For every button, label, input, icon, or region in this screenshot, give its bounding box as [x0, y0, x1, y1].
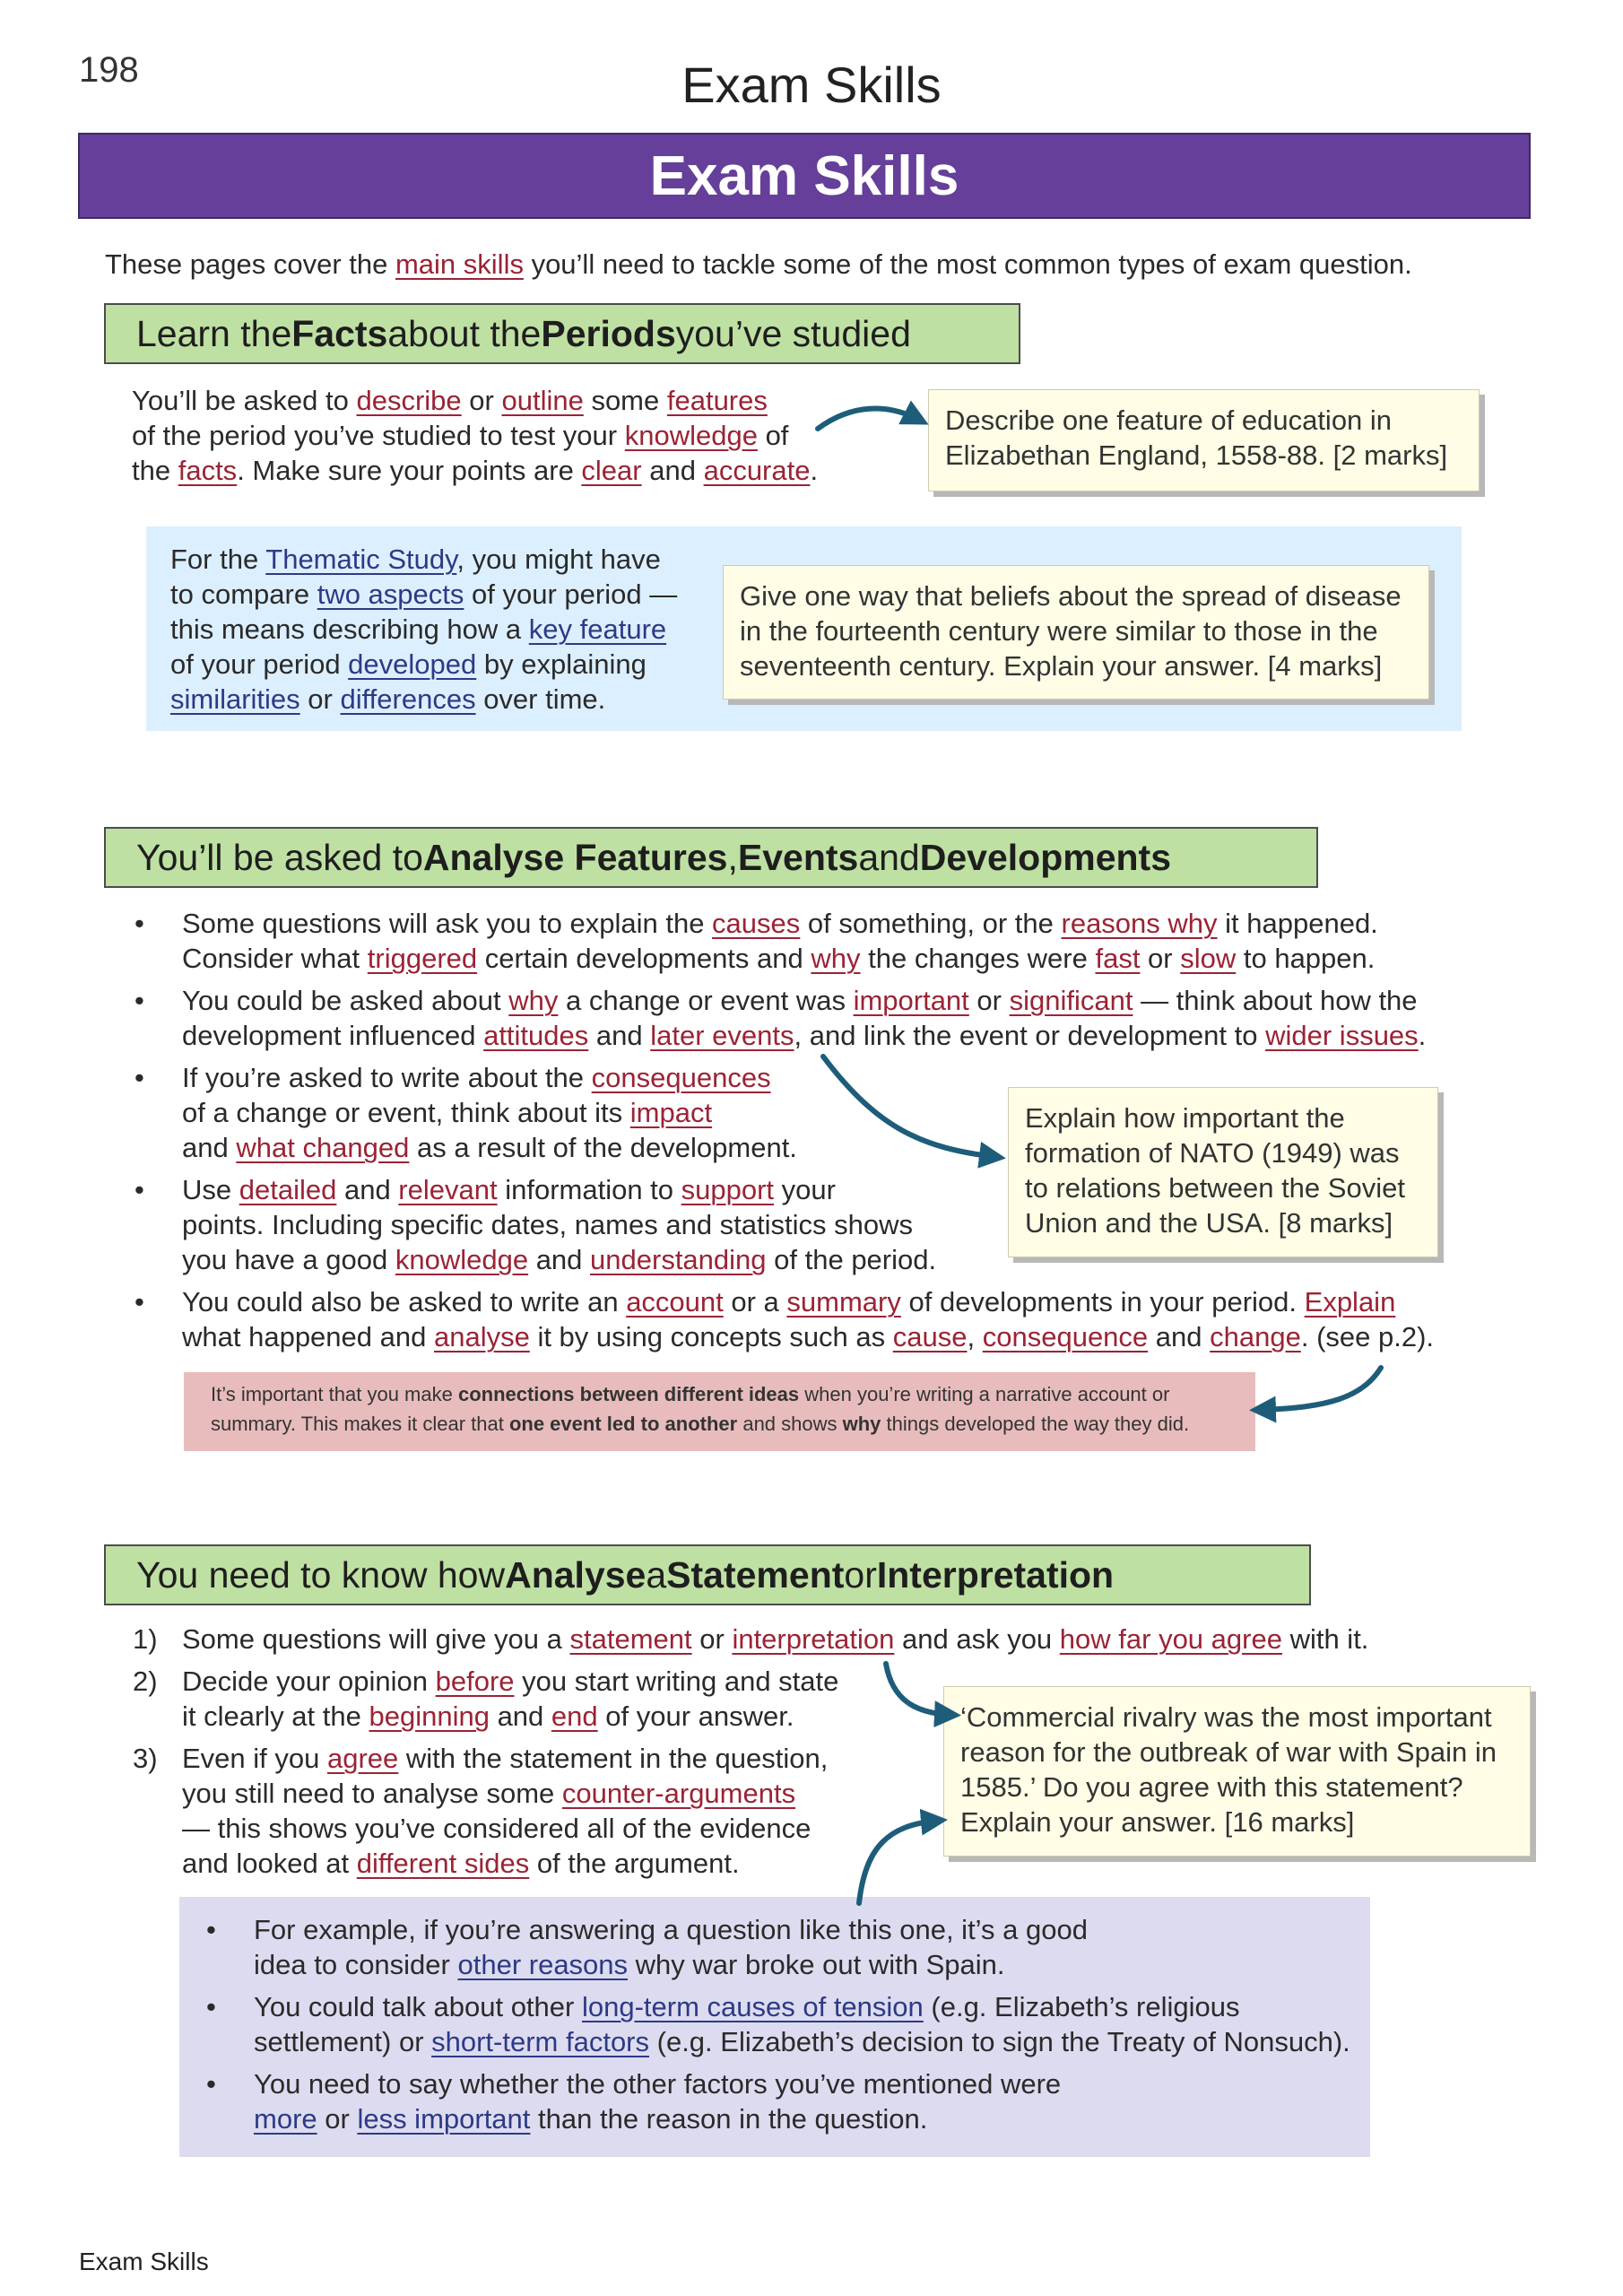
intro-text: These pages cover the main skills you’ll need to tackle some of the most common types of exam question. [105, 248, 1412, 280]
list-item: • You need to say whether the other factors you’ve mentioned were more or less important than the reason in the question. [206, 2068, 1062, 2135]
section-heading-analyse: You’ll be asked to Analyse Features , Events and Developments [104, 827, 1318, 888]
section-heading-facts: Learn the Facts about the Periods you’ve studied [104, 303, 1020, 364]
list-item: 3) Even if you agree with the statement in the question, you still need to analyse some counter-arguments — this shows you’ve considered all of the evidence and looked at different sides of the argument. [133, 1743, 829, 1879]
list-item: • You could be asked about why a change or event was important or significant — think about how the development influenced attitudes and later events, and link the event or development to wider issues. [135, 985, 1427, 1051]
list-item: 2) Decide your opinion before you start writing and state it clearly at the beginning and end of your answer. [133, 1665, 839, 1732]
arrow-tip [1260, 1368, 1381, 1410]
footer-label: Exam Skills [79, 2248, 209, 2275]
question-box-education: Describe one feature of education in Elizabethan England, 1558-88. [2 marks] [928, 389, 1480, 491]
list-item: • Use detailed and relevant information to support your points. Including specific dates, names and statistics shows you have a good knowledge and understanding of the period. [135, 1174, 937, 1275]
arrow-consequences [823, 1057, 995, 1157]
question-box-nato: Explain how important the formation of NATO (1949) was to relations between the Soviet Union and the USA. [8 marks] [1008, 1087, 1438, 1257]
list-item: • You could also be asked to write an account or a summary of developments in your period. Explain what happened and analyse it by using concepts such as cause, consequence and change. (see p.2). [135, 1286, 1435, 1352]
list-item: • You could talk about other long-term causes of tension (e.g. Elizabeth’s religious settlement) or short-term factors (e.g. Elizabeth’s decision to sign the Treaty of Nonsuch). [206, 1991, 1350, 2057]
arrow-counter [859, 1821, 937, 1903]
list-item: • Some questions will ask you to explain the causes of something, or the reasons why it happened. Consider what triggered certain developments and why the changes were fast or slow to happen. [135, 908, 1378, 974]
thematic-text: For the Thematic Study, you might have to compare two aspects of your period — this means describing how a key feature of your period developed by explaining similarities or differences over time. [170, 544, 678, 715]
link-main-skills: main skills [395, 248, 524, 280]
list-item: • For example, if you’re answering a question like this one, it’s a good idea to consider other reasons why war broke out with Spain. [206, 1914, 1088, 1980]
question-box-spain: ‘Commercial rivalry was the most important reason for the outbreak of war with Spain in 1585.’ Do you agree with this statement? Explain your answer. [16 marks] [943, 1686, 1531, 1857]
page-number: 198 [79, 50, 139, 90]
arrow-facts [818, 409, 919, 429]
running-head: Exam Skills [681, 57, 942, 113]
list-item: 1) Some questions will give you a statement or interpretation and ask you how far you agree with it. [133, 1623, 1369, 1655]
arrow-statement [886, 1664, 950, 1715]
question-box-disease: Give one way that beliefs about the spread of disease in the fourteenth century were similar to those in the seventeenth century. Explain your answer. [4 marks] [723, 565, 1429, 700]
section-heading-statement: You need to know how Analyse a Statement or Interpretation [104, 1544, 1311, 1605]
list-item: • If you’re asked to write about the consequences of a change or event, think about its impact and what changed as a result of the development. [135, 1062, 797, 1163]
tip-box: It’s important that you make connections between different ideas when you’re writing a narrative account or summary. This makes it clear that one event led to another and shows why things developed the way they did. [184, 1372, 1255, 1451]
facts-paragraph: You’ll be asked to describe or outline some features of the period you’ve studied to test your knowledge of the facts. Make sure your points are clear and accurate. [132, 385, 819, 486]
page-title: Exam Skills [649, 144, 959, 207]
